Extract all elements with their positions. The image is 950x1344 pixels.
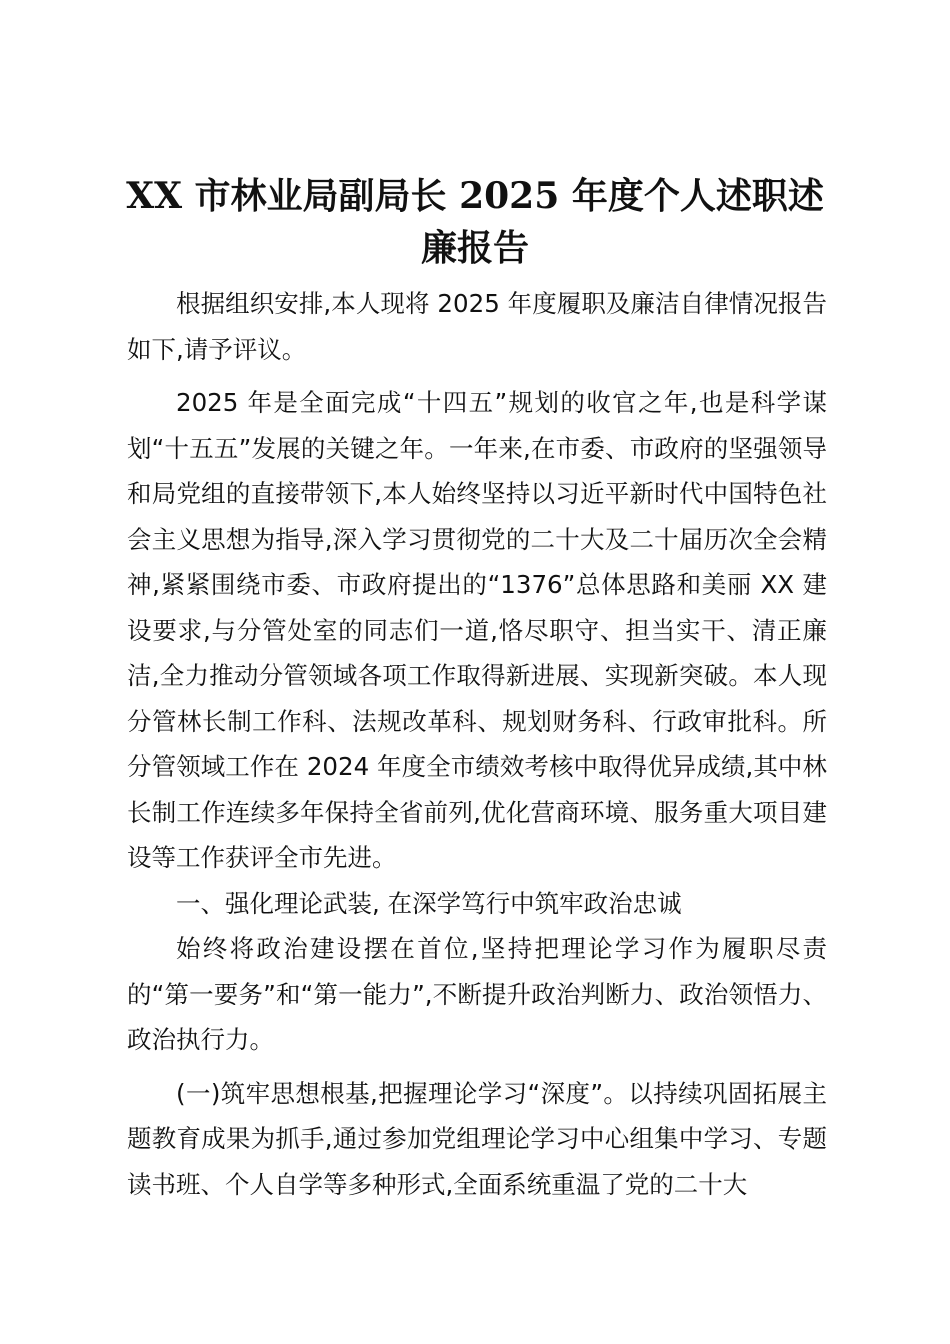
paragraph-political-building: 始终将政治建设摆在首位,坚持把理论学习作为履职尽责的“第一要务”和“第一能力”,不断提升政治判断力、政治领悟力、政治执行力。 (127, 934, 827, 1054)
section-heading-1: 一、强化理论武装, 在深学笃行中筑牢政治忠诚 (176, 888, 682, 918)
paragraph-overview: 2025 年是全面完成“十四五”规划的收官之年,也是科学谋划“十五五”发展的关键之年。一年来,在市委、市政府的坚强领导和局党组的直接带领下,本人始终坚持以习近平新时代中国特色社会主义思想为指导,深入学习贯彻党的二十大及二十届历次全会精神,紧紧围绕市委、市政府提出的“1376”总体思路和美丽 XX 建设要求,与分管处室的同志们一道,恪尽职守、担当实干、清正廉洁,全力推动分管领域各项工作取得新进展、实现新突破。本人现分管林长制工作科、法规改革科、规划财务科、行政审批科。所分管领域工作在 2024 年度全市绩效考核中取得优异成绩,其中林长制工作连续多年保持全省前列,优化营商环境、服务重大项目建设等工作获评全市先进。 (127, 388, 827, 872)
paragraph-intro: 根据组织安排,本人现将 2025 年度履职及廉洁自律情况报告如下,请予评议。 (127, 289, 827, 364)
document-body (127, 281, 827, 1207)
paragraph-subsection-1: (一)筑牢思想根基,把握理论学习“深度”。以持续巩固拓展主题教育成果为抓手,通过参加党组理论学习中心组集中学习、专题读书班、个人自学等多种形式,全面系统重温了党的二十大 (127, 1078, 827, 1199)
document-title: XX 市林业局副局长 2025 年度个人述职述廉报告 (126, 175, 824, 269)
